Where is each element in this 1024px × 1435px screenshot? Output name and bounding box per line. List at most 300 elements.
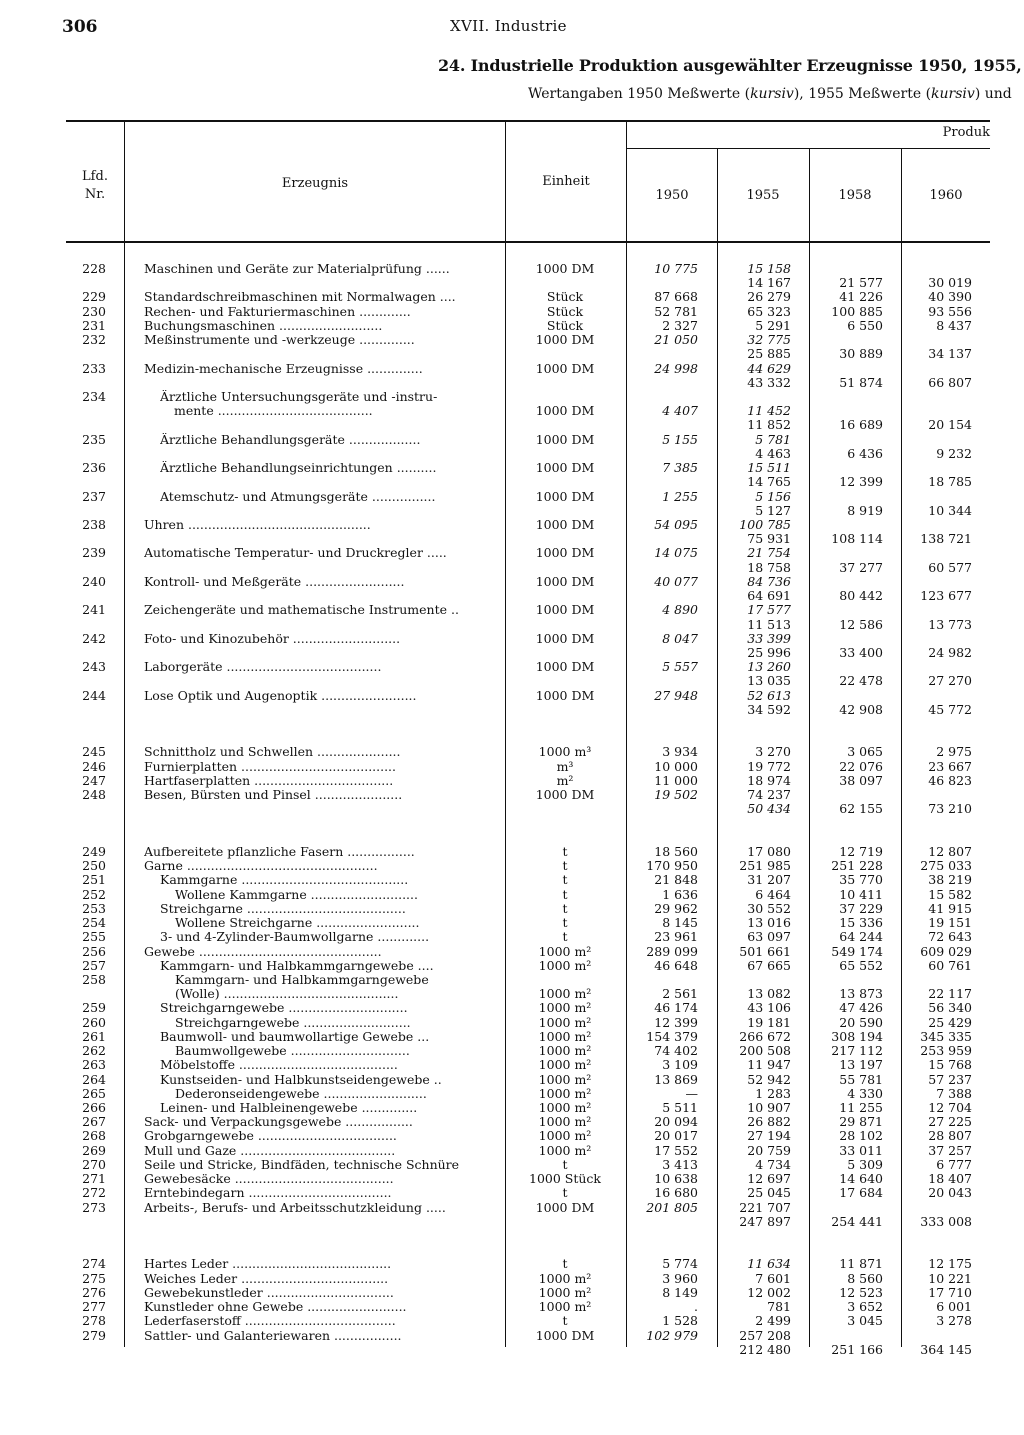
unit-cell: 1000 DM xyxy=(535,460,595,476)
unit-cell: t xyxy=(562,1256,568,1272)
value-1950: 87 668 xyxy=(654,289,698,305)
unit-cell: t xyxy=(562,1156,568,1172)
table-row xyxy=(0,589,1024,603)
unit-cell: t xyxy=(562,844,568,860)
unit-cell: 1000 DM xyxy=(535,488,595,504)
value-1958: 3 065 xyxy=(847,744,883,760)
value-1955: 10 907 xyxy=(747,1099,791,1115)
row-number: 232 xyxy=(82,332,106,348)
value-1960: 93 556 xyxy=(928,303,972,319)
value-1950: 46 648 xyxy=(654,957,698,973)
unit-cell: 1000 m² xyxy=(538,1099,592,1115)
row-number: 229 xyxy=(82,289,106,305)
product-name: Hartfaserplatten ................................... xyxy=(144,773,394,788)
value-1958: 17 684 xyxy=(839,1185,883,1201)
row-number: 228 xyxy=(82,261,106,276)
table-row xyxy=(0,532,1024,546)
value-1950: 13 869 xyxy=(654,1071,698,1087)
table-row xyxy=(0,603,1024,617)
value-1960: 27 225 xyxy=(928,1114,972,1130)
value-1950: 3 109 xyxy=(662,1057,698,1073)
value-1950: 3 413 xyxy=(662,1156,698,1172)
table-row xyxy=(0,376,1024,390)
value-1958: 12 719 xyxy=(839,844,883,860)
unit-cell: Stück xyxy=(546,317,584,333)
value-1958: 3 652 xyxy=(847,1299,883,1315)
table-row xyxy=(0,1030,1024,1044)
value-1955: 200 508 xyxy=(739,1043,791,1059)
value-1958: 20 590 xyxy=(839,1014,883,1030)
header-lfd-nr: Lfd. Nr. xyxy=(82,169,108,202)
value-1950: 289 099 xyxy=(646,943,698,959)
value-1950: 102 979 xyxy=(646,1327,698,1343)
value-1960: 20 043 xyxy=(928,1185,972,1201)
product-name: Arbeits-, Berufs- und Arbeitsschutzkleidung ..... xyxy=(144,1200,446,1215)
value-1950: 23 961 xyxy=(654,929,698,945)
table-row xyxy=(0,1343,1024,1357)
value-1950: 27 948 xyxy=(654,687,698,703)
product-name: Ärztliche Untersuchungsgeräte und -instru- xyxy=(160,389,438,404)
value-1958: 5 309 xyxy=(847,1156,883,1172)
table-row xyxy=(0,760,1024,774)
table-row xyxy=(0,1272,1024,1286)
value-1955: 50 434 xyxy=(747,801,791,817)
table-row xyxy=(0,916,1024,930)
value-1960: 15 768 xyxy=(928,1057,972,1073)
row-number: 279 xyxy=(82,1327,106,1343)
row-number: 262 xyxy=(82,1043,106,1059)
value-1955: 247 897 xyxy=(739,1213,791,1229)
table-row xyxy=(0,788,1024,802)
value-1958: 217 112 xyxy=(831,1043,883,1059)
value-1958: 33 011 xyxy=(839,1142,883,1158)
unit-cell: 1000 m² xyxy=(538,1284,592,1300)
table-row xyxy=(0,504,1024,518)
value-1950: 29 962 xyxy=(654,900,698,916)
table-row xyxy=(0,689,1024,703)
year-group-rule xyxy=(626,148,990,149)
value-1958: 4 330 xyxy=(847,1085,883,1101)
row-number: 255 xyxy=(82,929,106,945)
value-1960: 9 232 xyxy=(936,445,972,461)
table-row xyxy=(0,1186,1024,1200)
value-1960: 27 270 xyxy=(928,673,972,689)
value-1958: 11 871 xyxy=(839,1256,883,1272)
value-1955: 15 158 xyxy=(747,261,791,276)
value-1950: 4 407 xyxy=(662,403,698,419)
value-1955: 11 513 xyxy=(747,616,791,632)
value-1955: 13 035 xyxy=(747,673,791,689)
table-row xyxy=(0,1329,1024,1343)
unit-cell: m³ xyxy=(556,758,574,774)
value-1950: 8 149 xyxy=(662,1284,698,1300)
table-row xyxy=(0,774,1024,788)
row-number: 277 xyxy=(82,1299,106,1315)
value-1958: 12 586 xyxy=(839,616,883,632)
value-1960: 19 151 xyxy=(928,915,972,931)
product-name: Erntebindegarn .................................... xyxy=(144,1186,392,1201)
value-1960: 23 667 xyxy=(928,758,972,774)
table-row xyxy=(0,674,1024,688)
row-number: 271 xyxy=(82,1171,106,1187)
unit-cell: t xyxy=(562,872,568,888)
value-1958: 6 550 xyxy=(847,317,883,333)
row-number: 234 xyxy=(82,388,106,404)
row-number: 257 xyxy=(82,957,106,973)
value-1950: 1 636 xyxy=(662,886,698,902)
row-number: 270 xyxy=(82,1156,106,1172)
product-name: Streichgarne ........................................ xyxy=(160,901,406,916)
product-name: Weiches Leder ..................................... xyxy=(144,1271,389,1286)
product-name: Möbelstoffe ........................................ xyxy=(160,1058,398,1073)
subtitle-part: ) und xyxy=(974,86,1012,102)
table-row xyxy=(0,1044,1024,1058)
value-1950: 21 050 xyxy=(654,332,698,348)
table-row xyxy=(0,1300,1024,1314)
value-1958: 13 873 xyxy=(839,986,883,1002)
value-1955: 26 882 xyxy=(747,1114,791,1130)
value-1958: 10 411 xyxy=(839,886,883,902)
value-1950: 20 094 xyxy=(654,1114,698,1130)
row-number: 258 xyxy=(82,972,106,987)
row-number: 268 xyxy=(82,1128,106,1144)
unit-cell: 1000 m² xyxy=(538,1014,592,1030)
value-1958: 41 226 xyxy=(839,289,883,305)
unit-cell: t xyxy=(562,915,568,931)
row-number: 238 xyxy=(82,516,106,532)
value-1955: 67 665 xyxy=(747,957,791,973)
value-1955: 5 127 xyxy=(755,502,791,518)
table-row xyxy=(0,703,1024,717)
product-name: Kunstleder ohne Gewebe ......................... xyxy=(144,1300,407,1315)
table-row xyxy=(0,1115,1024,1129)
value-1960: 60 577 xyxy=(928,559,972,575)
value-1960: 333 008 xyxy=(920,1213,972,1229)
value-1955: 13 016 xyxy=(747,915,791,931)
product-name: Sack- und Verpackungsgewebe ................. xyxy=(144,1115,413,1130)
value-1955: 14 765 xyxy=(747,474,791,490)
unit-cell: 1000 DM xyxy=(535,261,595,276)
product-name: Wollene Streichgarne .......................... xyxy=(175,916,420,931)
subtitle-part-italic: kursiv xyxy=(931,86,975,102)
value-1955: 251 985 xyxy=(739,858,791,874)
product-name: Seile und Stricke, Bindfäden, technische Schnüre xyxy=(144,1157,460,1172)
table-spacer xyxy=(0,831,1024,845)
unit-cell: t xyxy=(562,929,568,945)
unit-cell: 1000 DM xyxy=(535,360,595,376)
value-1950: 5 557 xyxy=(662,659,698,675)
value-1955: 34 592 xyxy=(747,701,791,717)
value-1960: 56 340 xyxy=(928,1000,972,1016)
unit-cell: 1000 DM xyxy=(535,630,595,646)
product-name: Aufbereitete pflanzliche Fasern ................. xyxy=(144,845,415,860)
product-name: Wollene Kammgarne ........................... xyxy=(175,887,418,902)
row-number: 259 xyxy=(82,1000,106,1016)
value-1960: 38 219 xyxy=(928,872,972,888)
row-number: 248 xyxy=(82,787,106,803)
table-spacer xyxy=(0,1243,1024,1257)
table-row xyxy=(0,333,1024,347)
product-name: Hartes Leder ........................................ xyxy=(144,1257,392,1272)
table-spacer xyxy=(0,731,1024,745)
value-1960: 12 175 xyxy=(928,1256,972,1272)
product-name: Rechen- und Fakturiermaschinen ............. xyxy=(144,304,411,319)
value-1955: 52 942 xyxy=(747,1071,791,1087)
value-1955: 100 785 xyxy=(739,516,791,532)
table-row xyxy=(0,745,1024,759)
product-name: 3- und 4-Zylinder-Baumwollgarne ............. xyxy=(160,930,430,945)
value-1955: 43 106 xyxy=(747,1000,791,1016)
value-1960: 17 710 xyxy=(928,1284,972,1300)
value-1958: 8 919 xyxy=(847,502,883,518)
value-1958: 37 277 xyxy=(839,559,883,575)
product-name: Besen, Bürsten und Pinsel ...................... xyxy=(144,788,403,803)
product-name: Medizin-mechanische Erzeugnisse .............. xyxy=(144,361,423,376)
value-1960: 364 145 xyxy=(920,1341,972,1357)
value-1958: 3 045 xyxy=(847,1313,883,1329)
product-name: Zeichengeräte und mathematische Instrumente .. xyxy=(144,603,459,618)
table-row xyxy=(0,859,1024,873)
value-1950: 1 255 xyxy=(662,488,698,504)
header-year-1958: 1958 xyxy=(838,188,872,203)
value-1960: 37 257 xyxy=(928,1142,972,1158)
value-1955: 501 661 xyxy=(739,943,791,959)
row-number: 266 xyxy=(82,1099,106,1115)
table-row xyxy=(0,561,1024,575)
product-name: Lederfaserstoff ...................................... xyxy=(144,1314,396,1329)
subtitle-part: Wertangaben 1950 Meßwerte ( xyxy=(528,86,751,102)
value-1955: 5 156 xyxy=(755,488,791,504)
unit-cell: t xyxy=(562,1313,568,1329)
value-1950: 18 560 xyxy=(654,844,698,860)
row-number: 261 xyxy=(82,1028,106,1044)
value-1950: 54 095 xyxy=(654,516,698,532)
row-number: 235 xyxy=(82,431,106,447)
value-1950: 40 077 xyxy=(654,573,698,589)
value-1950: 10 638 xyxy=(654,1171,698,1187)
table-row xyxy=(0,461,1024,475)
value-1958: 251 228 xyxy=(831,858,883,874)
product-name: Gewebekunstleder ................................ xyxy=(144,1285,394,1300)
table-row xyxy=(0,362,1024,376)
value-1958: 16 689 xyxy=(839,417,883,433)
unit-cell: t xyxy=(562,1185,568,1201)
value-1960: 18 407 xyxy=(928,1171,972,1187)
table-row xyxy=(0,618,1024,632)
value-1960: 41 915 xyxy=(928,900,972,916)
header-year-1955: 1955 xyxy=(746,188,780,203)
value-1960: 30 019 xyxy=(928,275,972,291)
value-1955: 12 697 xyxy=(747,1171,791,1187)
value-1955: 257 208 xyxy=(739,1327,791,1343)
unit-cell: 1000 DM xyxy=(535,332,595,348)
product-name: Kammgarn- und Halbkammgarngewebe xyxy=(175,973,429,987)
value-1950: 5 511 xyxy=(662,1099,698,1115)
table-row xyxy=(0,546,1024,560)
value-1958: 12 523 xyxy=(839,1284,883,1300)
product-name: Gewebesäcke ........................................ xyxy=(144,1172,394,1187)
table-row xyxy=(0,290,1024,304)
row-number: 240 xyxy=(82,573,106,589)
table-row xyxy=(0,987,1024,1001)
value-1960: 25 429 xyxy=(928,1014,972,1030)
value-1958: 33 400 xyxy=(839,644,883,660)
product-name: Sattler- und Galanteriewaren ................. xyxy=(144,1328,402,1343)
row-number: 242 xyxy=(82,630,106,646)
row-number: 276 xyxy=(82,1284,106,1300)
product-name: Foto- und Kinozubehör ........................... xyxy=(144,631,401,646)
value-1958: 251 166 xyxy=(831,1341,883,1357)
value-1958: 13 197 xyxy=(839,1057,883,1073)
value-1955: 64 691 xyxy=(747,588,791,604)
row-number: 245 xyxy=(82,744,106,760)
value-1960: 138 721 xyxy=(920,531,972,547)
value-1955: 25 996 xyxy=(747,644,791,660)
value-1958: 22 478 xyxy=(839,673,883,689)
value-1955: 14 167 xyxy=(747,275,791,291)
row-number: 260 xyxy=(82,1014,106,1030)
product-name: Leinen- und Halbleinengewebe .............. xyxy=(160,1100,418,1115)
product-name: Meßinstrumente und -werkzeuge .............. xyxy=(144,333,415,348)
value-1960: 345 335 xyxy=(920,1028,972,1044)
value-1960: 57 237 xyxy=(928,1071,972,1087)
value-1955: 63 097 xyxy=(747,929,791,945)
table-row xyxy=(0,1215,1024,1229)
value-1958: 14 640 xyxy=(839,1171,883,1187)
table-row xyxy=(0,418,1024,432)
value-1950: . xyxy=(694,1299,698,1315)
value-1955: 52 613 xyxy=(747,687,791,703)
row-number: 252 xyxy=(82,886,106,902)
value-1958: 549 174 xyxy=(831,943,883,959)
row-number: 269 xyxy=(82,1142,106,1158)
unit-cell: 1000 DM xyxy=(535,1199,595,1215)
unit-cell: 1000 m² xyxy=(538,1028,592,1044)
value-1960: 13 773 xyxy=(928,616,972,632)
table-row xyxy=(0,1087,1024,1101)
table-row xyxy=(0,1129,1024,1143)
table-title: 24. Industrielle Produktion ausgewählter Erzeugnisse 1950, 1955, xyxy=(438,56,1022,75)
table-subtitle xyxy=(528,86,1012,102)
row-number: 243 xyxy=(82,659,106,675)
value-1955: 11 452 xyxy=(747,403,791,419)
table-row xyxy=(0,1101,1024,1115)
value-1950: 46 174 xyxy=(654,1000,698,1016)
page-number: 306 xyxy=(62,17,98,37)
subtitle-part-italic: kursiv xyxy=(750,86,794,102)
table-row xyxy=(0,1257,1024,1271)
row-number: 239 xyxy=(82,545,106,561)
product-name: Streichgarngewebe ........................... xyxy=(175,1015,411,1030)
value-1955: 75 931 xyxy=(747,531,791,547)
table-spacer xyxy=(0,717,1024,731)
value-1955: 11 634 xyxy=(747,1256,791,1272)
value-1960: 28 807 xyxy=(928,1128,972,1144)
value-1955: 4 463 xyxy=(755,445,791,461)
value-1958: 30 889 xyxy=(839,346,883,362)
value-1958: 65 552 xyxy=(839,957,883,973)
unit-cell: t xyxy=(562,900,568,916)
product-name: Baumwoll- und baumwollartige Gewebe ... xyxy=(160,1029,430,1044)
value-1958: 6 436 xyxy=(847,445,883,461)
unit-cell: 1000 DM xyxy=(535,687,595,703)
table-row xyxy=(0,433,1024,447)
value-1958: 55 781 xyxy=(839,1071,883,1087)
value-1955: 3 270 xyxy=(755,744,791,760)
product-name: Furnierplatten ....................................... xyxy=(144,759,397,774)
product-name: Dederonseidengewebe .......................... xyxy=(175,1086,427,1101)
product-name: Maschinen und Geräte zur Materialprüfung ...... xyxy=(144,262,450,276)
value-1950: 20 017 xyxy=(654,1128,698,1144)
value-1955: 17 080 xyxy=(747,844,791,860)
value-1950: 1 528 xyxy=(662,1313,698,1329)
value-1950: 52 781 xyxy=(654,303,698,319)
value-1955: 19 181 xyxy=(747,1014,791,1030)
table-row xyxy=(0,518,1024,532)
value-1958: 100 885 xyxy=(831,303,883,319)
value-1950: 154 379 xyxy=(646,1028,698,1044)
table-row xyxy=(0,945,1024,959)
value-1958: 38 097 xyxy=(839,772,883,788)
header-einheit: Einheit xyxy=(542,174,590,189)
value-1958: 308 194 xyxy=(831,1028,883,1044)
value-1955: 13 082 xyxy=(747,986,791,1002)
unit-cell: 1000 DM xyxy=(535,516,595,532)
table-spacer xyxy=(0,1229,1024,1243)
table-row xyxy=(0,888,1024,902)
product-name: Garne ................................................ xyxy=(144,859,378,874)
unit-cell: 1000 m² xyxy=(538,986,592,1002)
table-top-rule xyxy=(66,120,990,122)
value-1955: 12 002 xyxy=(747,1284,791,1300)
value-1960: 73 210 xyxy=(928,801,972,817)
value-1960: 253 959 xyxy=(920,1043,972,1059)
product-name: Kunstseiden- und Halbkunstseidengewebe .. xyxy=(160,1072,442,1087)
value-1958: 21 577 xyxy=(839,275,883,291)
product-name: Ärztliche Behandlungseinrichtungen .......... xyxy=(160,461,437,476)
value-1955: 65 323 xyxy=(747,303,791,319)
value-1955: 31 207 xyxy=(747,872,791,888)
table-row xyxy=(0,632,1024,646)
row-number: 267 xyxy=(82,1114,106,1130)
value-1950: 4 890 xyxy=(662,602,698,618)
value-1955: 17 577 xyxy=(747,602,791,618)
value-1958: 35 770 xyxy=(839,872,883,888)
value-1955: 18 974 xyxy=(747,772,791,788)
table-row xyxy=(0,1201,1024,1215)
unit-cell: 1000 DM xyxy=(535,1327,595,1343)
value-1955: 11 947 xyxy=(747,1057,791,1073)
product-name: Lose Optik und Augenoptik ........................ xyxy=(144,688,417,703)
row-number: 272 xyxy=(82,1185,106,1201)
unit-cell: t xyxy=(562,886,568,902)
table-row xyxy=(0,475,1024,489)
table-row xyxy=(0,1314,1024,1328)
table-row xyxy=(0,959,1024,973)
table-row xyxy=(0,845,1024,859)
table-row xyxy=(0,447,1024,461)
value-1955: 20 759 xyxy=(747,1142,791,1158)
value-1955: 781 xyxy=(767,1299,791,1315)
value-1955: 74 237 xyxy=(747,787,791,803)
table-row xyxy=(0,1158,1024,1172)
value-1958: 80 442 xyxy=(839,588,883,604)
unit-cell: m² xyxy=(556,772,574,788)
row-number: 230 xyxy=(82,303,106,319)
value-1955: 212 480 xyxy=(739,1341,791,1357)
value-1960: 60 761 xyxy=(928,957,972,973)
unit-cell: 1000 m² xyxy=(538,1000,592,1016)
